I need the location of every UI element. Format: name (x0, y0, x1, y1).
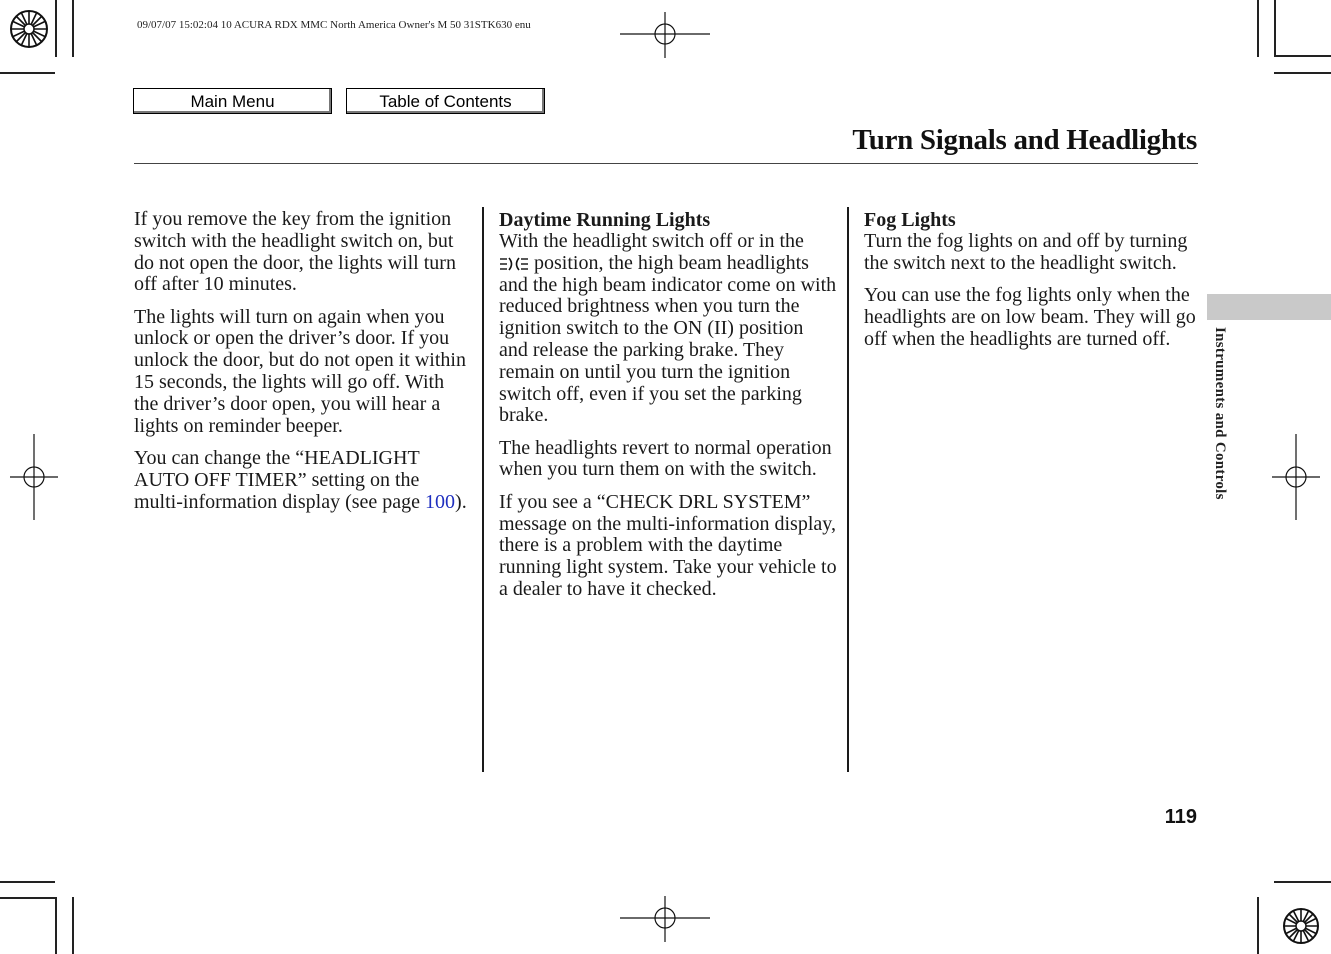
column-2 (499, 209, 837, 611)
crop-line (1274, 72, 1331, 74)
column-1 (134, 209, 468, 524)
column-divider (847, 207, 849, 772)
crop-line (72, 0, 74, 57)
col2-paragraph-1-b: position, the high beam headlights and the high beam indicator come on with reduced brightness when you turn the ignition switch to the ON (II) position and release the parking brake. They remain on until you turn the ignition switch off, even if you set the parking brake. (499, 251, 837, 427)
main-menu-button[interactable]: Main Menu (133, 88, 332, 114)
crop-line (0, 72, 55, 74)
col1-paragraph-2: The lights will turn on again when you unlock or open the driver’s door. If you unlock the door, but do not open it within 15 seconds, the lights will go off. With the driver’s door open, you will hear a lights on reminder beeper. (134, 305, 466, 437)
page-100-link[interactable]: 100 (425, 490, 456, 513)
col1-paragraph-3-text: You can change the “HEADLIGHT AUTO OFF TIMER” setting on the multi-information display (see page (134, 446, 426, 513)
crop-line (1274, 55, 1331, 57)
crop-line (0, 881, 55, 883)
col2-paragraph-1-a: With the headlight switch off or in the (499, 230, 804, 252)
crop-line (0, 897, 55, 899)
crop-line (55, 897, 57, 954)
crosshair-mark-top (620, 12, 710, 58)
parking-light-icon (499, 256, 529, 272)
col2-paragraph-1 (499, 231, 837, 427)
col1-paragraph-3-end: ). (455, 490, 467, 513)
col1-paragraph-3 (134, 448, 468, 513)
col2-paragraph-2: The headlights revert to normal operation when you turn them on with the switch. (499, 436, 832, 481)
drl-heading: Daytime Running Lights (499, 209, 711, 231)
fog-lights-heading: Fog Lights (864, 209, 956, 231)
crop-line (1274, 881, 1331, 883)
column-divider (482, 207, 484, 772)
crosshair-mark-right (1272, 434, 1320, 520)
column-3 (864, 209, 1198, 361)
crosshair-mark-bottom (620, 896, 710, 942)
col3-paragraph-1: Turn the fog lights on and off by turning the switch next to the headlight switch. (864, 230, 1188, 274)
crop-line (55, 0, 57, 57)
crop-line (1274, 0, 1276, 57)
registration-mark-bottom-right (1270, 898, 1331, 954)
print-info: 09/07/07 15:02:04 10 ACURA RDX MMC North America Owner's M 50 31STK630 enu (137, 19, 531, 31)
title-rule (134, 163, 1198, 164)
table-of-contents-button[interactable]: Table of Contents (346, 88, 545, 114)
page-number: 119 (1164, 806, 1197, 828)
crop-line (72, 897, 74, 954)
col1-paragraph-1: If you remove the key from the ignition switch with the headlight switch on, but do not open the door, the lights will turn off after 10 minutes. (134, 208, 456, 296)
section-side-label: Instruments and Controls (1212, 327, 1228, 500)
crosshair-mark-left (10, 434, 58, 520)
registration-mark-top-left (0, 0, 80, 80)
col3-paragraph-2: You can use the fog lights only when the headlights are on low beam. They will go off when the headlights are turned off. (864, 284, 1196, 350)
section-tab-marker (1207, 294, 1331, 320)
col2-paragraph-3: If you see a “CHECK DRL SYSTEM” message on the multi-information display, there is a problem with the daytime running light system. Take your vehicle to a dealer to have it checked. (499, 490, 837, 600)
crop-line (1257, 0, 1259, 57)
crop-line (1257, 897, 1259, 954)
page-title: Turn Signals and Headlights (852, 124, 1197, 156)
